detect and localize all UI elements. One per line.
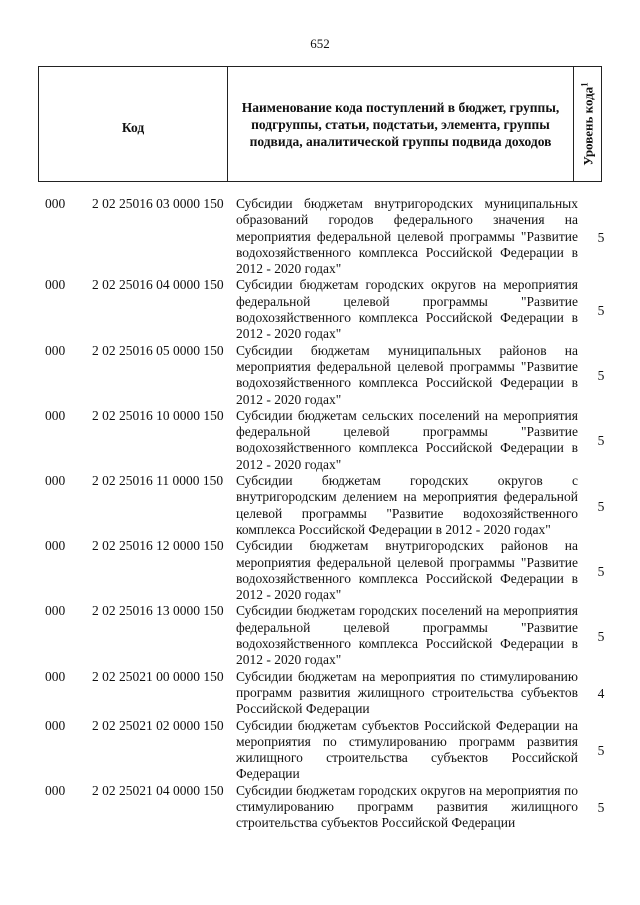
code-level: 5 (597, 498, 605, 514)
header-level (574, 67, 601, 181)
revenue-name: Субсидии бюджетам городских округов с внутригородским делением на мероприятия федеральной целевой программы "Развитие водохозяйственного комплекса Российской Федерации в 2012 - 2020 годах" (236, 473, 578, 537)
revenue-name: Субсидии бюджетам сельских поселений на мероприятия федеральной целевой программы "Развитие водохозяйственного комплекса Российской Федерации в 2012 - 2020 годах" (236, 407, 578, 472)
table-row (0, 783, 640, 832)
revenue-code: 2 02 25021 04 0000 150 (92, 782, 224, 798)
header-name: Наименование кода поступлений в бюджет, группы, подгруппы, статьи, подстатьи, элемента, группы подвида, аналитической группы подвида доходов (228, 67, 574, 181)
code-level: 5 (597, 433, 605, 449)
table-body (0, 196, 640, 832)
revenue-code: 2 02 25016 05 0000 150 (92, 342, 224, 358)
header-level-label (579, 82, 596, 165)
table-row (0, 538, 640, 603)
revenue-name: Субсидии бюджетам городских округов на мероприятия федеральной целевой программы "Развитие водохозяйственного комплекса Российской Федерации в 2012 - 2020 годах" (236, 277, 578, 342)
revenue-name: Субсидии бюджетам городских поселений на мероприятия федеральной целевой программы "Развитие водохозяйственного комплекса Российской Федерации в 2012 - 2020 годах" (236, 603, 578, 668)
admin-code: 000 (45, 342, 66, 358)
revenue-name: Субсидии бюджетам муниципальных районов на мероприятия федеральной целевой программы "Развитие водохозяйственного комплекса Российской Федерации в 2012 - 2020 годах" (236, 342, 578, 407)
admin-code: 000 (45, 538, 66, 554)
page-number: 652 (310, 36, 330, 51)
revenue-code: 2 02 25016 13 0000 150 (92, 603, 224, 619)
table-row (0, 603, 640, 668)
code-level: 5 (597, 368, 605, 384)
revenue-code: 2 02 25016 10 0000 150 (92, 407, 224, 423)
admin-code: 000 (45, 603, 66, 619)
table-row (0, 473, 640, 538)
revenue-name: Субсидии бюджетам на мероприятия по стимулированию программ развития жилищного строительства субъектов Российской Федерации (236, 668, 578, 717)
admin-code: 000 (45, 196, 66, 211)
revenue-code: 2 02 25021 02 0000 150 (92, 717, 224, 733)
revenue-code: 2 02 25016 03 0000 150 (92, 196, 224, 211)
table-row (0, 718, 640, 783)
code-level: 5 (597, 800, 605, 816)
revenue-code: 2 02 25016 04 0000 150 (92, 277, 224, 293)
table-header (38, 66, 602, 182)
code-level: 5 (597, 629, 605, 645)
admin-code: 000 (45, 473, 66, 489)
revenue-code: 2 02 25016 12 0000 150 (92, 538, 224, 554)
admin-code: 000 (45, 782, 66, 798)
code-level: 4 (597, 686, 605, 702)
code-level: 5 (597, 563, 605, 579)
revenue-code: 2 02 25021 00 0000 150 (92, 668, 224, 684)
revenue-code: 2 02 25016 11 0000 150 (92, 473, 224, 489)
header-level-text: Уровень кода (580, 86, 596, 166)
table-row (0, 408, 640, 473)
code-level: 5 (597, 303, 605, 319)
revenue-name: Субсидии бюджетам внутригородских районов на мероприятия федеральной целевой программы "Развитие водохозяйственного комплекса Российской Федерации в 2012 - 2020 годах" (236, 538, 578, 603)
admin-code: 000 (45, 407, 66, 423)
admin-code: 000 (45, 277, 66, 293)
admin-code: 000 (45, 717, 66, 733)
code-level: 5 (597, 743, 605, 759)
code-level: 5 (597, 229, 605, 245)
table-row (0, 669, 640, 718)
admin-code: 000 (45, 668, 66, 684)
table-row (0, 343, 640, 408)
table-row (0, 196, 640, 277)
revenue-name: Субсидии бюджетам субъектов Российской Федерации на мероприятия по стимулированию программ развития жилищного строительства субъектов Российской Федерации (236, 717, 578, 782)
header-level-footnote: 1 (578, 82, 589, 87)
revenue-name: Субсидии бюджетам городских округов на мероприятия по стимулированию программ развития жилищного строительства субъектов Российской Федерации (236, 782, 578, 831)
revenue-name: Субсидии бюджетам внутригородских муниципальных образований городов федерального значения на мероприятия федеральной целевой программы "Развитие водохозяйственного комплекса Российской Федерации в 2012 - 2020 годах" (236, 196, 578, 277)
header-code: Код (39, 67, 228, 181)
table-row (0, 277, 640, 342)
